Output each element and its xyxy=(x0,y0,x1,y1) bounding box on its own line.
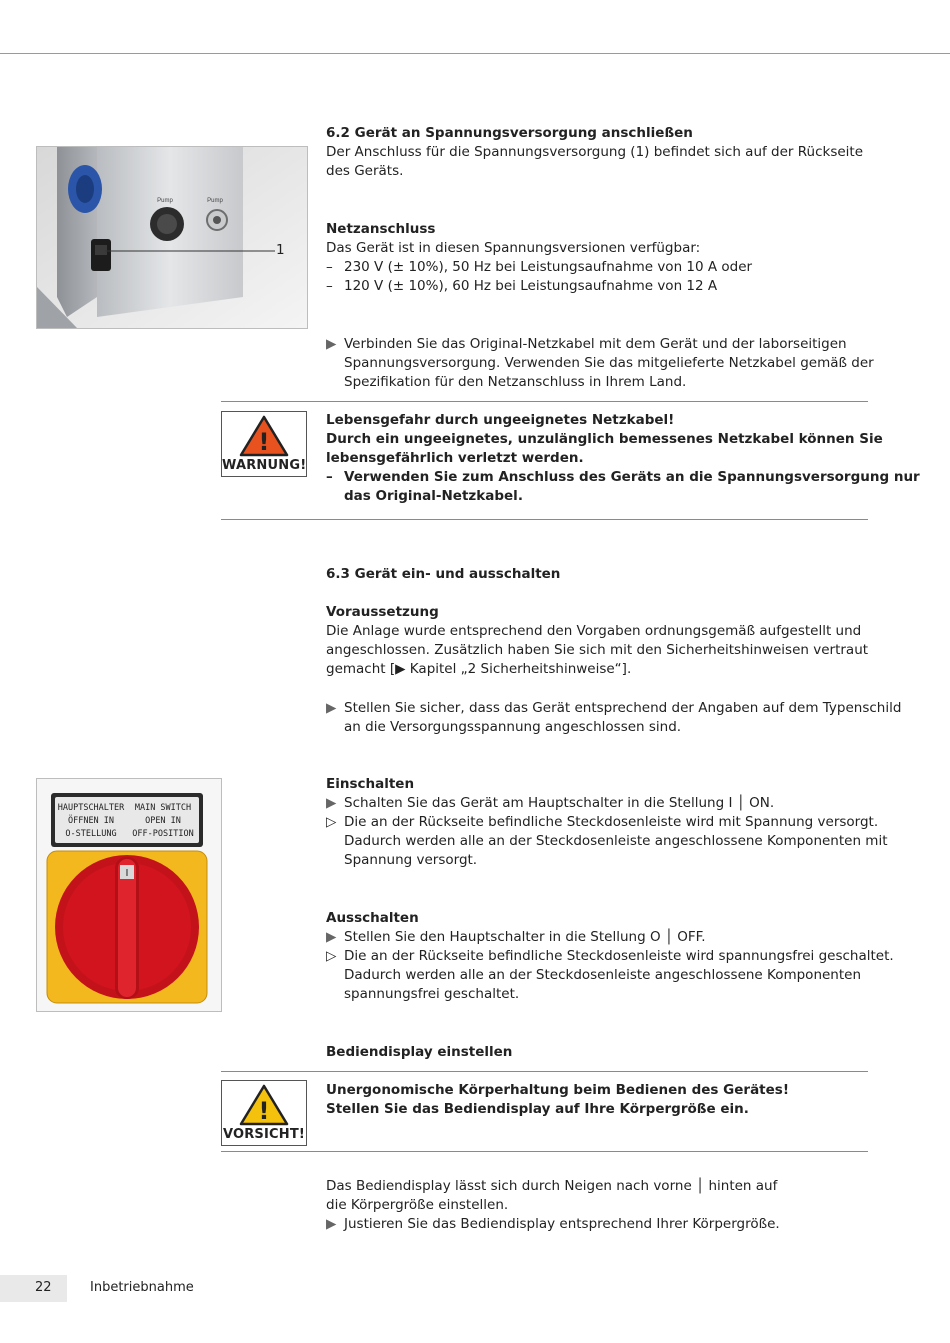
main-switch-illustration xyxy=(37,779,221,1011)
warning-action-2: das Original-Netzkabel. xyxy=(344,488,523,504)
display-heading-block xyxy=(326,1043,866,1062)
page-number: 22 xyxy=(35,1280,52,1295)
intro-line-1: Der Anschluss für die Spannungsversorgung (1) befindet sich auf der Rückseite xyxy=(326,144,864,160)
voraussetzung-step xyxy=(326,699,902,737)
action-marker-icon: ▶ xyxy=(326,1216,337,1232)
einschalten-result-3: Spannung versorgt. xyxy=(344,852,478,868)
result-marker-icon: ▷ xyxy=(326,814,337,830)
ausschalten-result-2: Dadurch werden alle an der Steckdosenleiste angeschlossene Komponenten xyxy=(344,967,862,983)
caution-triangle-icon xyxy=(239,1084,289,1126)
ausschalten-result-3: spannungsfrei geschaltet. xyxy=(344,986,520,1002)
ausschalten-heading: Ausschalten xyxy=(326,910,419,926)
ausschalten-block xyxy=(326,909,894,1004)
svg-text:!: ! xyxy=(258,1097,270,1125)
action-marker-icon: ▶ xyxy=(326,795,337,811)
step-line-3: Spezifikation für den Netzanschluss in Ihrem Land. xyxy=(344,374,687,390)
caution-line-1: Unergonomische Körperhaltung beim Bedienen des Gerätes! xyxy=(326,1082,789,1098)
netzanschluss-intro: Das Gerät ist in diesen Spannungsversionen verfügbar: xyxy=(326,240,701,256)
action-marker-icon: ▶ xyxy=(326,336,337,352)
einschalten-block xyxy=(326,775,888,870)
vor-step-line-1: ▶ Stellen Sie sicher, dass das Gerät entsprechend der Angaben auf dem Typenschild xyxy=(326,700,902,716)
step-line-1: ▶ Verbinden Sie das Original-Netzkabel mit dem Gerät und der laborseitigen xyxy=(326,336,847,352)
caution-rule-top xyxy=(221,1071,868,1072)
netzanschluss-block xyxy=(326,220,866,296)
dash-marker: – xyxy=(326,469,333,485)
display-step: ▶ Justieren Sie das Bediendisplay entsprechend Ihrer Körpergröße. xyxy=(326,1216,780,1232)
switch-label-en-3: OFF-POSITION xyxy=(132,829,194,839)
svg-text:!: ! xyxy=(258,428,270,456)
caution-label: VORSICHT! xyxy=(222,1127,306,1142)
section-6-3-heading: 6.3 Gerät ein- und ausschalten xyxy=(326,566,561,582)
header-rule xyxy=(0,53,950,54)
switch-label-de-3: O-STELLUNG xyxy=(65,829,117,839)
pump-label-right: Pump xyxy=(207,198,223,204)
voltage-version-2: – 120 V (± 10%), 60 Hz bei Leistungsaufnahme von 12 A xyxy=(326,278,718,294)
main-switch-photo xyxy=(36,778,222,1012)
dash-marker: – xyxy=(326,278,333,294)
device-rear-photo xyxy=(36,146,308,329)
connect-step xyxy=(326,335,874,392)
warning-line-1: Lebensgefahr durch ungeeignetes Netzkabel! xyxy=(326,412,675,428)
caution-text xyxy=(326,1081,866,1119)
voltage-version-1: – 230 V (± 10%), 50 Hz bei Leistungsaufnahme von 10 A oder xyxy=(326,259,753,275)
switch-label-en-1: MAIN SWITCH xyxy=(134,803,192,813)
einschalten-step: ▶ Schalten Sie das Gerät am Hauptschalter in die Stellung I │ ON. xyxy=(326,795,775,811)
display-body-line-1: Das Bediendisplay lässt sich durch Neigen nach vorne │ hinten auf xyxy=(326,1178,778,1194)
display-heading: Bediendisplay einstellen xyxy=(326,1044,513,1060)
warning-triangle-icon xyxy=(239,415,289,457)
action-marker-icon: ▶ xyxy=(326,929,337,945)
switch-label-de-2: ÖFFNEN IN xyxy=(67,816,115,826)
warning-symbol-box xyxy=(221,411,307,477)
vor-step-line-2: an die Versorgungsspannung angeschlossen sind. xyxy=(344,719,682,735)
footer-section-title: Inbetriebnahme xyxy=(90,1280,194,1295)
caution-line-2: Stellen Sie das Bediendisplay auf Ihre Körpergröße ein. xyxy=(326,1101,749,1117)
switch-label-en-2: OPEN IN xyxy=(145,816,181,826)
footer-page-tab xyxy=(0,1275,67,1302)
ausschalten-result-1: ▷ Die an der Rückseite befindliche Steckdosenleiste wird spannungsfrei geschaltet. xyxy=(326,948,894,964)
switch-label-de-1: HAUPTSCHALTER xyxy=(57,803,125,813)
warning-rule-top xyxy=(221,401,868,402)
dash-marker: – xyxy=(326,259,333,275)
section-6-3 xyxy=(326,565,866,584)
warning-line-2: Durch ein ungeeignetes, unzulänglich bemessenes Netzkabel können Sie xyxy=(326,431,883,447)
caution-symbol-box xyxy=(221,1080,307,1146)
einschalten-result-1: ▷ Die an der Rückseite befindliche Steckdosenleiste wird mit Spannung versorgt. xyxy=(326,814,879,830)
voraussetzung-line-1: Die Anlage wurde entsprechend den Vorgaben ordnungsgemäß aufgestellt und xyxy=(326,623,862,639)
warning-rule-bottom xyxy=(221,519,868,520)
warning-label: WARNUNG! xyxy=(222,458,307,473)
warning-action-1: – Verwenden Sie zum Anschluss des Geräts an die Spannungsversorgung nur xyxy=(326,469,920,485)
ausschalten-step: ▶ Stellen Sie den Hauptschalter in die Stellung O │ OFF. xyxy=(326,929,706,945)
section-6-2 xyxy=(326,124,866,181)
einschalten-heading: Einschalten xyxy=(326,776,415,792)
callout-number: 1 xyxy=(276,242,285,258)
device-rear-illustration xyxy=(37,147,307,328)
voraussetzung-heading: Voraussetzung xyxy=(326,604,439,620)
result-marker-icon: ▷ xyxy=(326,948,337,964)
voraussetzung-line-2: angeschlossen. Zusätzlich haben Sie sich mit den Sicherheitshinweisen vertraut xyxy=(326,642,869,658)
section-6-2-heading: 6.2 Gerät an Spannungsversorgung anschließen xyxy=(326,125,693,141)
caution-rule-bottom xyxy=(221,1151,868,1152)
warning-text xyxy=(326,411,920,506)
voraussetzung-line-3: gemacht [▶ Kapitel „2 Sicherheitshinweise“]. xyxy=(326,661,632,677)
voraussetzung-block xyxy=(326,603,869,679)
warning-line-3: lebensgefährlich verletzt werden. xyxy=(326,450,584,466)
einschalten-result-2: Dadurch werden alle an der Steckdosenleiste angeschlossene Komponenten mit xyxy=(344,833,888,849)
switch-handle-label: I xyxy=(125,868,129,879)
action-marker-icon: ▶ xyxy=(326,700,337,716)
netzanschluss-heading: Netzanschluss xyxy=(326,221,436,237)
step-line-2: Spannungsversorgung. Verwenden Sie das mitgelieferte Netzkabel gemäß der xyxy=(344,355,874,371)
display-body-line-2: die Körpergröße einstellen. xyxy=(326,1197,509,1213)
pump-label-left: Pump xyxy=(157,198,173,204)
intro-line-2: des Geräts. xyxy=(326,163,404,179)
display-body xyxy=(326,1177,866,1234)
